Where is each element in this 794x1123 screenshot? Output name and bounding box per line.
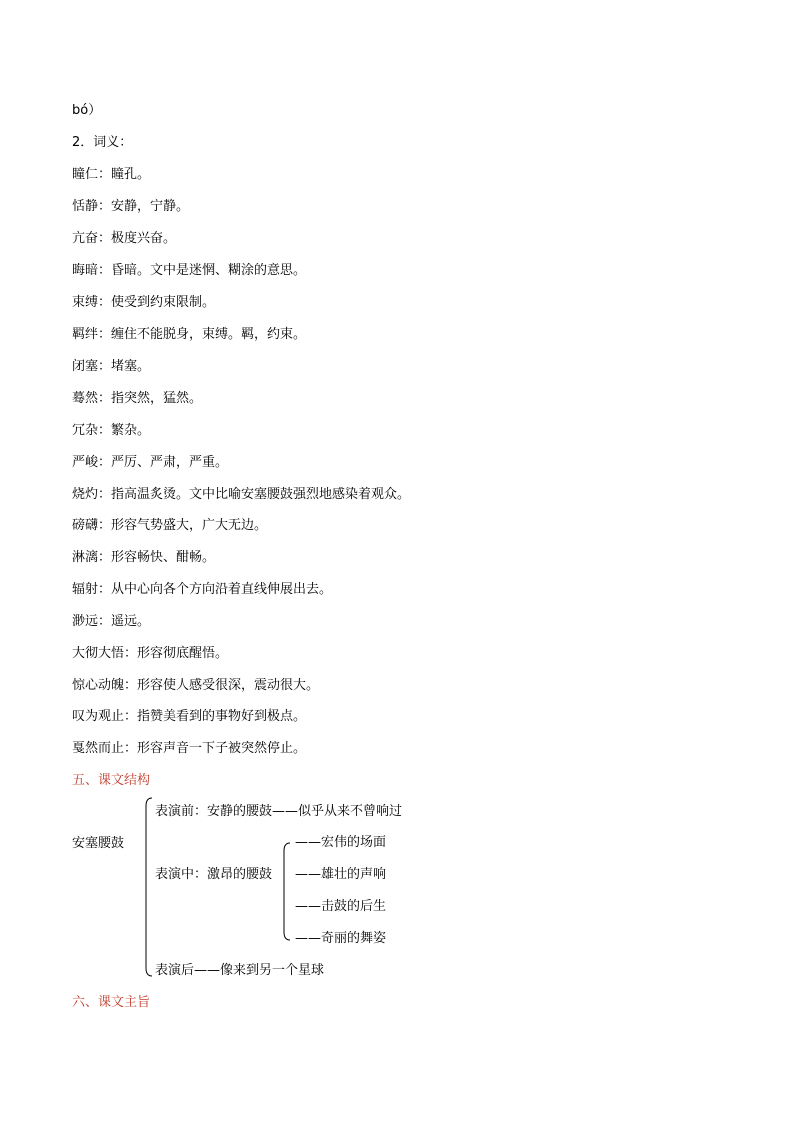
vocab-item: 磅礴：形容气势盛大，广大无边。 xyxy=(72,518,268,533)
structure-before: 表演前：安静的腰鼓——似乎从来不曾响过 xyxy=(155,804,403,819)
structure-heading: 五、课文结构 xyxy=(72,773,151,788)
vocab-item: 羁绊：缠住不能脱身，束缚。羁，约束。 xyxy=(72,327,307,342)
structure-during-item: ——奇丽的舞姿 xyxy=(295,931,387,946)
structure-root: 安塞腰鼓 xyxy=(72,836,125,851)
vocab-item: 渺远：遥远。 xyxy=(72,614,151,629)
inner-brace xyxy=(284,843,290,940)
structure-during-item: ——宏伟的场面 xyxy=(295,835,387,850)
vocab-item: 恬静：安静，宁静。 xyxy=(72,199,190,214)
vocab-item: 淋漓：形容畅快、酣畅。 xyxy=(72,550,216,565)
vocab-item: 严峻：严厉、严肃，严重。 xyxy=(72,455,229,470)
vocab-item: 辐射：从中心向各个方向沿着直线伸展出去。 xyxy=(72,582,333,597)
vocab-item: 惊心动魄：形容使人感受很深，震动很大。 xyxy=(72,678,320,693)
vocab-item: 叹为观止：指赞美看到的事物好到极点。 xyxy=(72,709,307,724)
theme-heading: 六、课文主旨 xyxy=(72,995,151,1010)
structure-after: 表演后——像来到另一个星球 xyxy=(155,963,325,978)
vocab-item: 亢奋：极度兴奋。 xyxy=(72,231,177,246)
vocab-item: 晦暗：昏暗。文中是迷惘、糊涂的意思。 xyxy=(72,263,307,278)
vocab-item: 闭塞：堵塞。 xyxy=(72,359,151,374)
vocab-item: 戛然而止：形容声音一下子被突然停止。 xyxy=(72,741,307,756)
structure-during-item: ——雄壮的声响 xyxy=(295,867,387,882)
structure-during: 表演中：激昂的腰鼓 xyxy=(155,867,273,882)
outer-brace xyxy=(146,798,152,976)
vocab-item: 大彻大悟：形容彻底醒悟。 xyxy=(72,646,229,661)
text-fragment: bó） xyxy=(72,103,102,118)
vocab-item: 蓦然：指突然，猛然。 xyxy=(72,391,203,406)
vocab-item: 束缚：使受到约束限制。 xyxy=(72,295,216,310)
vocab-item: 烧灼：指高温炙烫。文中比喻安塞腰鼓强烈地感染着观众。 xyxy=(72,487,411,502)
vocab-item: 冗杂：繁杂。 xyxy=(72,423,151,438)
vocab-heading: 2．词义： xyxy=(72,135,133,150)
vocab-item: 瞳仁：瞳孔。 xyxy=(72,167,151,182)
structure-during-item: ——击鼓的后生 xyxy=(295,899,387,914)
